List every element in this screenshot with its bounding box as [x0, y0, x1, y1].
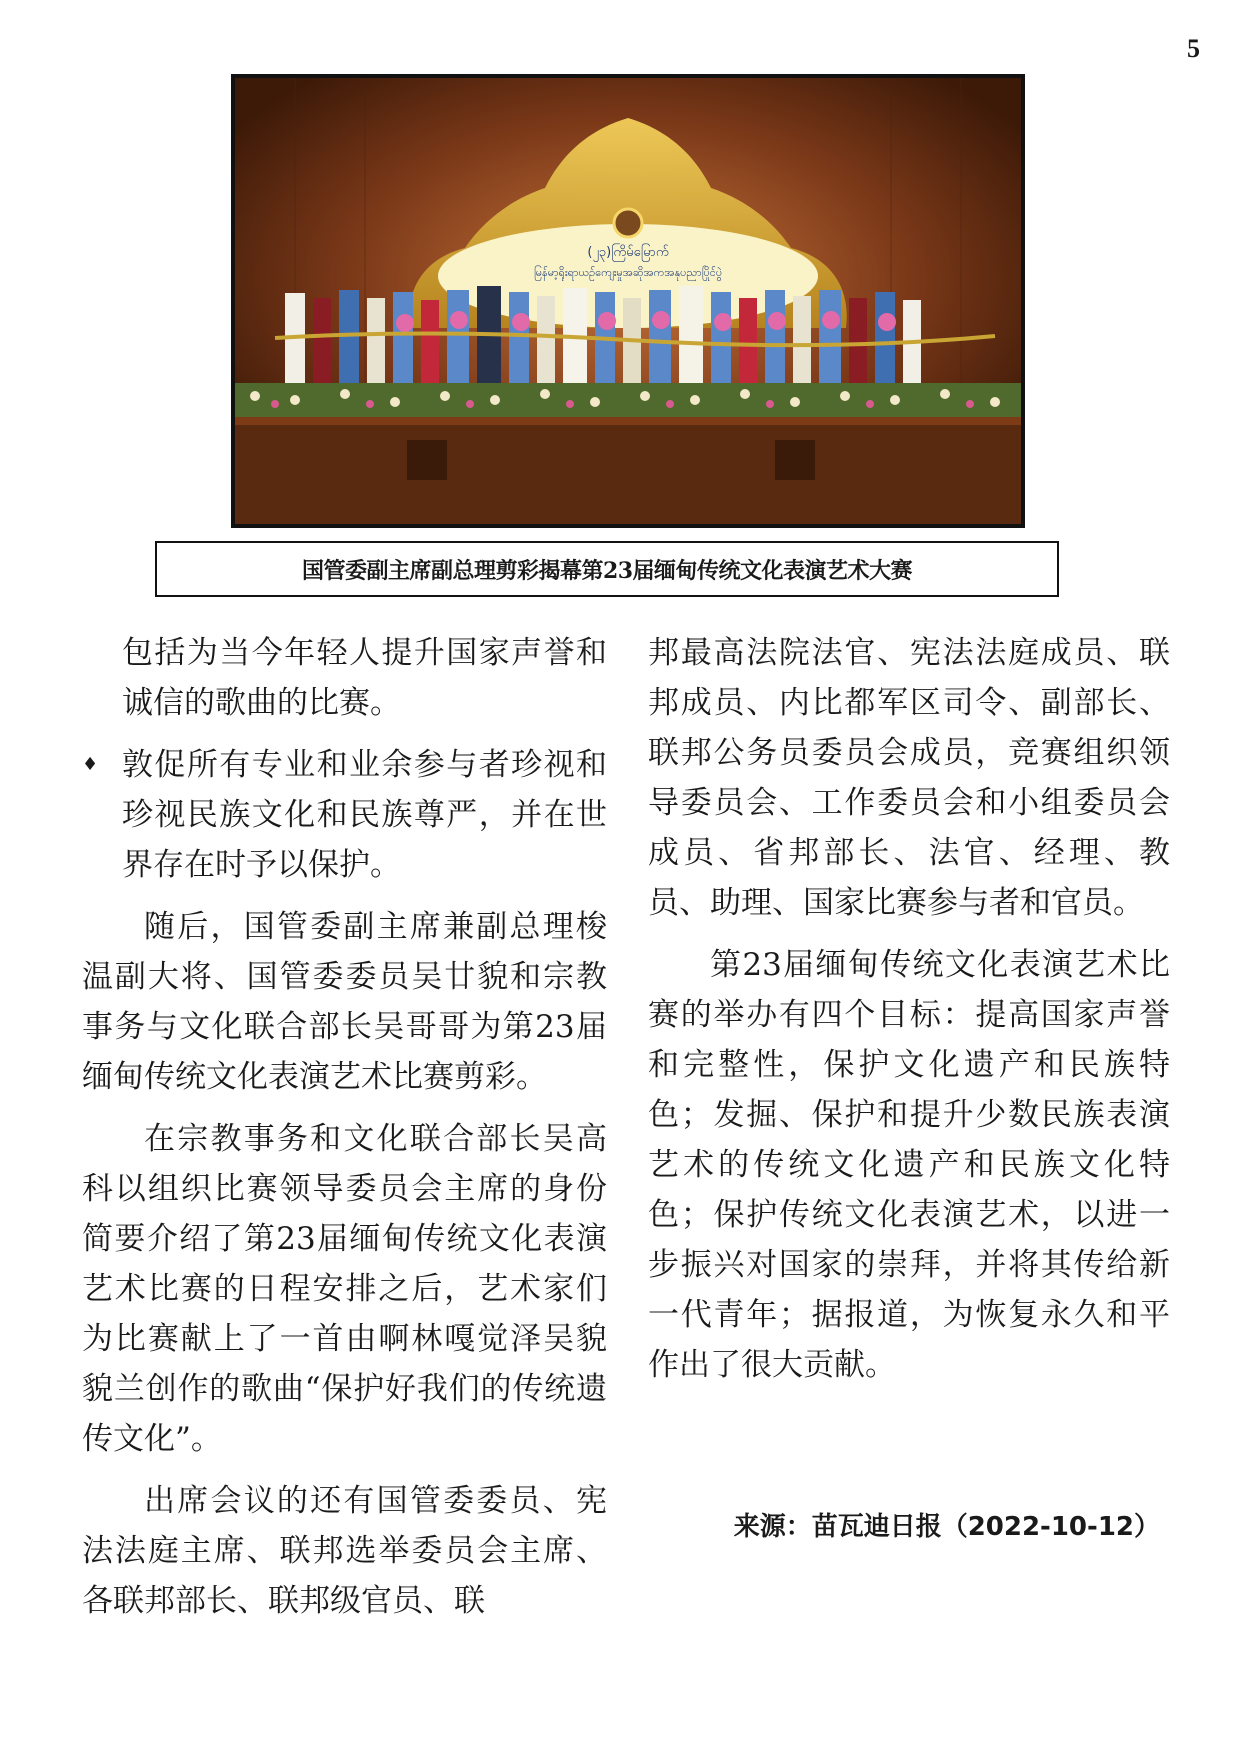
paragraph: 第23届缅甸传统文化表演艺术比赛的举办有四个目标：提高国家声誉和完整性，保护文化遗产和民族特色；发掘、保护和提升少数民族表演艺术的传统文化遗产和民族文化特色；保护传统文化表演艺术，以进一步振兴对国家的崇拜，并将其传给新一代青年；据报道，为恢复永久和平作出了很大贡献。	[648, 947, 1170, 1383]
ceremony-photo-illustration	[235, 78, 1021, 524]
ceremony-photo	[231, 74, 1025, 528]
banner-text-line2: မြန်မာ့ရိုးရာယဉ်ကျေးမှုအဆိုအကအနုပညာပြိုင်ပွဲ	[533, 266, 723, 279]
paragraph: 邦最高法院法官、宪法法庭成员、联邦成员、内比都军区司令、副部长、联邦公务员委员会成员，竞赛组织领导委员会、工作委员会和小组委员会成员、省邦部长、法官、经理、教员、助理、国家比赛参与者和官员。	[648, 635, 1170, 921]
page-number: 5	[1187, 34, 1200, 63]
bullet-text: 敦促所有专业和业余参与者珍视和珍视民族文化和民族尊严，并在世界存在时予以保护。	[122, 747, 607, 883]
banner-text-line1: (၂၃)ကြိမ်မြောက်	[587, 245, 669, 260]
paragraph: 出席会议的还有国管委委员、宪法法庭主席、联邦选举委员会主席、各联邦部长、联邦级官员、联	[82, 1483, 607, 1619]
source-line: 来源：苗瓦迪日报（2022-10-12）	[733, 1512, 1160, 1542]
paragraph: 随后，国管委副主席兼副总理梭温副大将、国管委委员吴廿貌和宗教事务与文化联合部长吴哥哥为第23届缅甸传统文化表演艺术比赛剪彩。	[82, 909, 607, 1095]
diamond-bullet-icon: ♦	[82, 754, 99, 775]
bullet-item	[82, 740, 607, 890]
emblem-icon	[614, 209, 642, 237]
photo-caption: 国管委副主席副总理剪彩揭幕第23届缅甸传统文化表演艺术大赛	[155, 541, 1059, 597]
left-column	[82, 628, 607, 1638]
right-column	[648, 628, 1170, 1402]
paragraph: 包括为当今年轻人提升国家声誉和诚信的歌曲的比赛。	[122, 635, 607, 721]
paragraph: 在宗教事务和文化联合部长吴高科以组织比赛领导委员会主席的身份简要介绍了第23届缅甸传统文化表演艺术比赛的日程安排之后，艺术家们为比赛献上了一首由啊林嘎觉泽吴貌貌兰创作的歌曲“保护好我们的传统遗传文化”。	[82, 1121, 607, 1457]
